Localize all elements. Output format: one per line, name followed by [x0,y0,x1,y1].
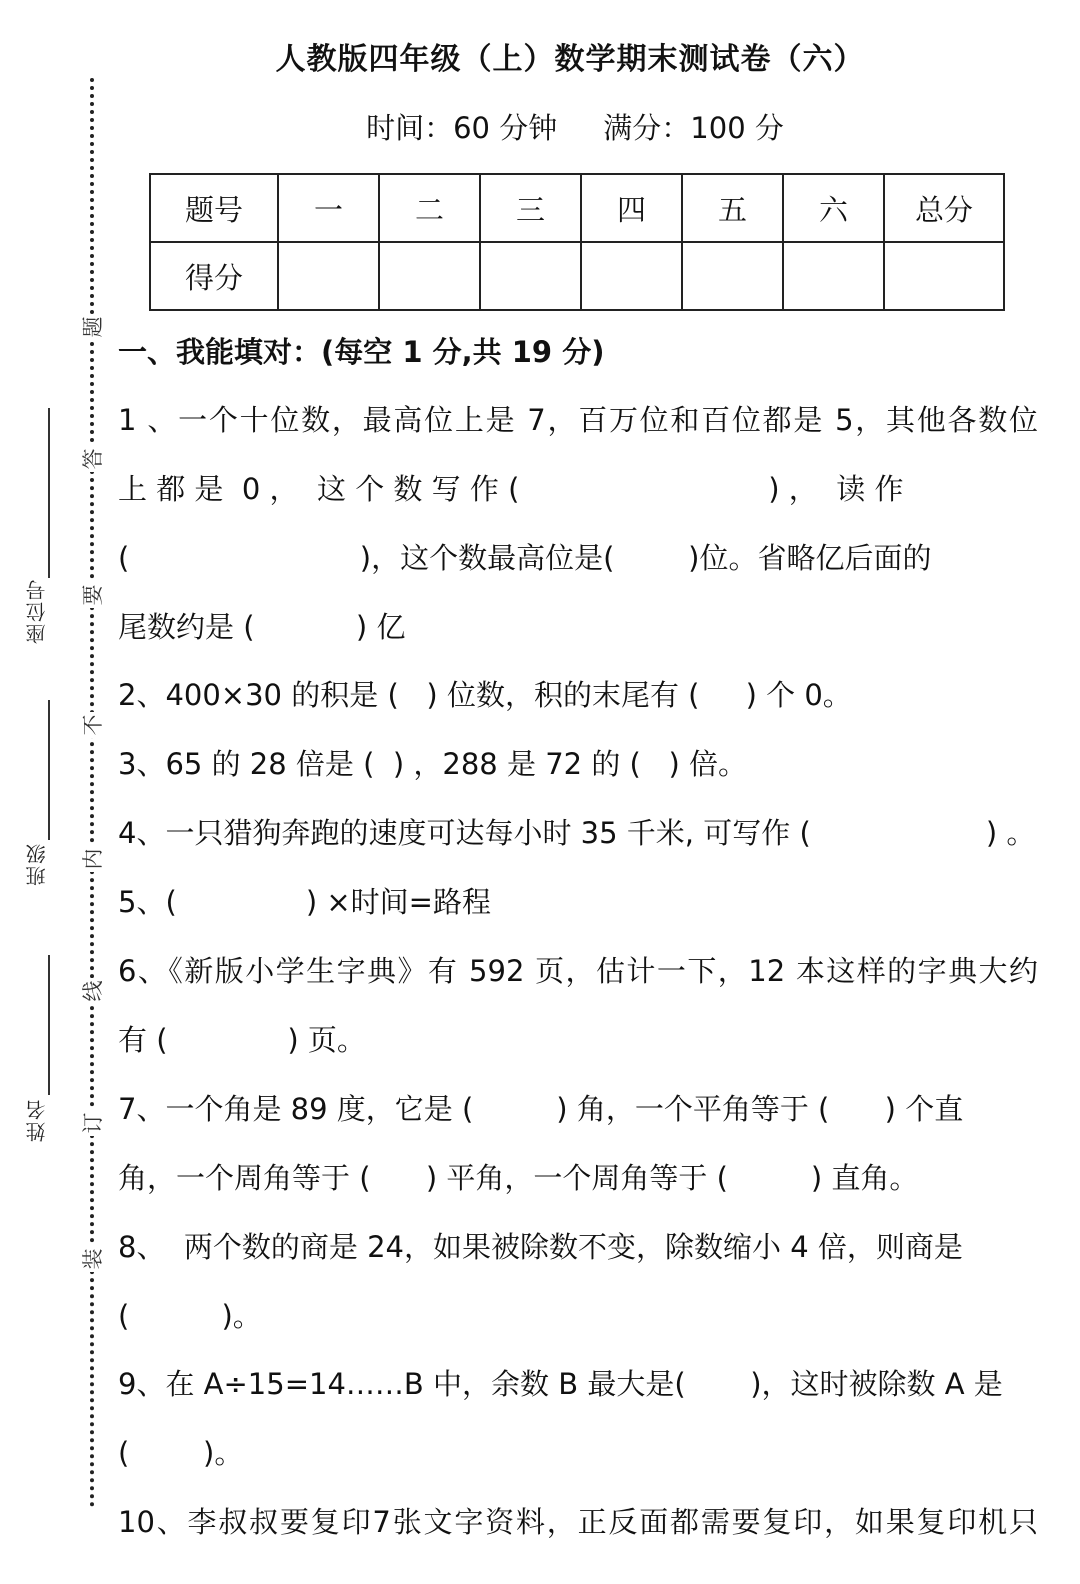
question-line: 9、在 A÷15=14……B 中，余数 B 最大是( )，这时被除数 A 是 [118,1367,1003,1401]
score-table-header-cell: 一 [278,174,379,242]
score-table-header-cell: 二 [379,174,480,242]
name-underline [48,955,50,1095]
question-line: 角，一个周角等于 ( ) 平角，一个周角等于 ( ) 直角。 [118,1161,919,1195]
margin-char-zhuang: 装 [80,1246,106,1272]
margin-char-bu: 不 [80,712,106,738]
seat-number-label: 座位号 [25,578,49,644]
score-table-header-cell: 总分 [884,174,1004,242]
question-line: 8、 两个数的商是 24，如果被除数不变，除数缩小 4 倍，则商是 [118,1230,963,1264]
class-underline [48,700,50,840]
score-table-header-cell: 三 [480,174,581,242]
question-line: 3、65 的 28 倍是 ( ) ，288 是 72 的 ( ) 倍。 [118,747,748,781]
score-table-header-cell: 题号 [150,174,278,242]
margin-char-ding: 订 [80,1110,106,1136]
question-line: 6、《新版小学生字典》有 592 页，估计一下，12 本这样的字典大约 [118,954,1038,988]
score-cell-4[interactable] [581,242,682,310]
margin-char-da: 答 [80,446,106,472]
question-line: ( )。 [118,1299,262,1333]
name-label: 姓名 [25,1098,49,1142]
question-line: 10、李叔叔要复印7张文字资料，正反面都需要复印，如果复印机只 [118,1505,1038,1539]
score-table [149,173,1005,311]
section-1-heading: 一、我能填对：(每空 1 分,共 19 分) [118,335,605,369]
score-cell-total[interactable] [884,242,1004,310]
score-cell-1[interactable] [278,242,379,310]
score-table-header-cell: 四 [581,174,682,242]
margin-char-ti: 题 [80,314,106,340]
question-line: 2、400×30 的积是 ( ) 位数，积的末尾有 ( ) 个 0。 [118,678,852,712]
seat-number-underline [48,408,50,578]
score-cell-6[interactable] [783,242,884,310]
score-cell-5[interactable] [682,242,783,310]
question-line: 1 、一个十位数，最高位上是 7，百万位和百位都是 5，其他各数位 [118,403,1038,437]
score-cell-3[interactable] [480,242,581,310]
score-table-header-cell: 六 [783,174,884,242]
score-table-header-cell: 五 [682,174,783,242]
class-label: 班级 [25,842,49,886]
question-line: 7、一个角是 89 度，它是 ( ) 角，一个平角等于 ( ) 个直 [118,1092,964,1126]
binding-dotted-line [90,78,94,1508]
margin-char-yao: 要 [80,582,106,608]
score-cell-2[interactable] [379,242,480,310]
margin-char-xian: 线 [80,978,106,1004]
score-table-score-row [150,242,1004,310]
score-row-label: 得分 [150,242,278,310]
question-line: 有 ( ) 页。 [118,1023,366,1057]
question-line: 4、一只猎狗奔跑的速度可达每小时 35 千米, 可写作 ( ) 。 [118,816,1036,850]
exam-time-and-score: 时间：60 分钟 满分：100 分 [366,111,784,145]
exam-title: 人教版四年级（上）数学期末测试卷（六） [275,42,865,77]
question-line: 5、( ) ×时间=路程 [118,885,491,919]
question-line: 上 都 是 0 ， 这 个 数 写 作 ( ) ， 读 作 [118,472,904,506]
score-table-header-row [150,174,1004,242]
margin-char-nei: 内 [80,846,106,872]
question-line: ( )。 [118,1436,244,1470]
question-line: 尾数约是 ( ) 亿 [118,610,406,644]
question-line: ( )，这个数最高位是( )位。省略亿后面的 [118,541,932,575]
